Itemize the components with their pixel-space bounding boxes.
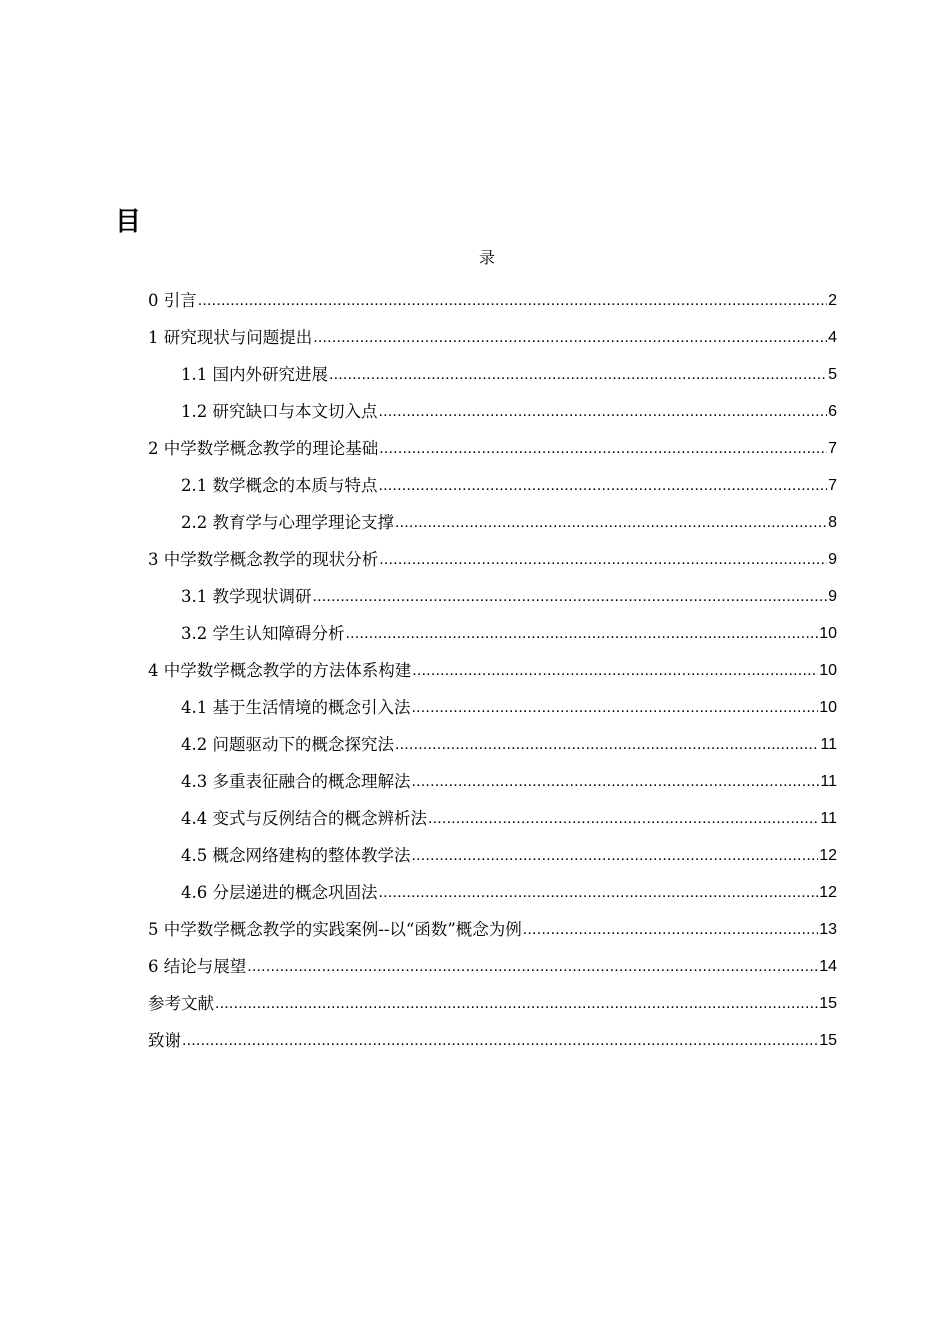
toc-entry-page-number: 11 — [820, 773, 837, 790]
toc-entry-page-number: 7 — [828, 440, 837, 457]
toc-dot-leader — [412, 697, 819, 719]
toc-entry[interactable] — [148, 651, 837, 688]
toc-entry-page-number: 4 — [828, 329, 837, 346]
toc-entry[interactable] — [148, 577, 837, 614]
toc-entry-label: 4.6 分层递进的概念巩固法 — [181, 883, 378, 902]
toc-dot-leader — [182, 1030, 818, 1052]
toc-entry-page-number: 9 — [828, 551, 837, 568]
toc-entry-page-number: 10 — [819, 699, 837, 716]
toc-entry-label: 5 中学数学概念教学的实践案例--以“函数”概念为例 — [148, 920, 522, 939]
toc-entry[interactable] — [148, 688, 837, 725]
toc-entry-page-number: 6 — [828, 403, 837, 420]
toc-entry-label: 3.1 教学现状调研 — [181, 587, 312, 606]
toc-title-char-1: 目 — [115, 207, 142, 237]
toc-entry-label: 致谢 — [148, 1031, 181, 1050]
toc-dot-leader — [412, 771, 820, 793]
toc-entry-label: 2 中学数学概念教学的理论基础 — [148, 439, 379, 458]
toc-entry[interactable] — [148, 947, 837, 984]
toc-entry-label: 4.3 多重表征融合的概念理解法 — [181, 772, 411, 791]
toc-entry-label: 2.1 数学概念的本质与特点 — [181, 476, 378, 495]
toc-dot-leader — [412, 845, 819, 867]
toc-entry[interactable] — [148, 540, 837, 577]
toc-dot-leader — [395, 734, 819, 756]
toc-entry-page-number: 15 — [819, 1032, 837, 1049]
toc-title-char-2: 录 — [478, 248, 495, 267]
toc-dot-leader — [395, 512, 827, 534]
toc-entry-page-number: 5 — [828, 366, 837, 383]
toc-entry[interactable] — [148, 725, 837, 762]
toc-dot-leader — [412, 660, 818, 682]
toc-entry[interactable] — [148, 873, 837, 910]
toc-dot-leader — [428, 808, 819, 830]
toc-dot-leader — [313, 327, 827, 349]
toc-entry-page-number: 11 — [820, 736, 837, 753]
toc-entry[interactable] — [148, 984, 837, 1021]
toc-entry-page-number: 9 — [828, 588, 837, 605]
toc-dot-leader — [379, 401, 828, 423]
toc-entry[interactable] — [148, 466, 837, 503]
toc-entry-label: 2.2 教育学与心理学理论支撑 — [181, 513, 394, 532]
toc-dot-leader — [215, 993, 818, 1015]
toc-dot-leader — [523, 919, 818, 941]
toc-entry[interactable] — [148, 503, 837, 540]
toc-entry-page-number: 10 — [819, 625, 837, 642]
toc-dot-leader — [329, 364, 827, 386]
toc-entry[interactable] — [148, 318, 837, 355]
toc-entry-label: 参考文献 — [148, 994, 214, 1013]
toc-entry-label: 3.2 学生认知障碍分析 — [181, 624, 345, 643]
toc-entry[interactable] — [148, 355, 837, 392]
toc-entry-label: 1.1 国内外研究进展 — [181, 365, 328, 384]
toc-entry-label: 4.5 概念网络建构的整体教学法 — [181, 846, 411, 865]
toc-entry[interactable] — [148, 799, 837, 836]
toc-entry-page-number: 2 — [828, 292, 837, 309]
toc-entry-label: 0 引言 — [148, 291, 197, 310]
toc-entry-page-number: 12 — [819, 884, 837, 901]
toc-entry[interactable] — [148, 429, 837, 466]
toc-entry-label: 3 中学数学概念教学的现状分析 — [148, 550, 379, 569]
toc-dot-leader — [247, 956, 818, 978]
toc-entry-label: 4.4 变式与反例结合的概念辨析法 — [181, 809, 427, 828]
toc-entry-page-number: 14 — [819, 958, 837, 975]
toc-entry-label: 1.2 研究缺口与本文切入点 — [181, 402, 378, 421]
toc-dot-leader — [379, 475, 828, 497]
toc-entry-label: 4.1 基于生活情境的概念引入法 — [181, 698, 411, 717]
toc-dot-leader — [379, 549, 827, 571]
toc-entry[interactable] — [148, 281, 837, 318]
toc-entry[interactable] — [148, 910, 837, 947]
toc-entry[interactable] — [148, 836, 837, 873]
toc-entry-label: 6 结论与展望 — [148, 957, 247, 976]
toc-entry-label: 4.2 问题驱动下的概念探究法 — [181, 735, 394, 754]
toc-entry-label: 1 研究现状与问题提出 — [148, 328, 313, 347]
toc-dot-leader — [313, 586, 828, 608]
toc-dot-leader — [198, 290, 827, 312]
toc-entry[interactable] — [148, 1021, 837, 1058]
toc-entry-page-number: 12 — [819, 847, 837, 864]
toc-entry-label: 4 中学数学概念教学的方法体系构建 — [148, 661, 412, 680]
toc-entry[interactable] — [148, 614, 837, 651]
toc-dot-leader — [379, 438, 827, 460]
toc-entry[interactable] — [148, 762, 837, 799]
toc-entry-page-number: 10 — [819, 662, 837, 679]
toc-entry-page-number: 13 — [819, 921, 837, 938]
toc-entry-page-number: 15 — [819, 995, 837, 1012]
table-of-contents — [148, 281, 837, 1058]
toc-dot-leader — [379, 882, 819, 904]
toc-entry-page-number: 11 — [820, 810, 837, 827]
toc-entry-page-number: 7 — [828, 477, 837, 494]
toc-entry[interactable] — [148, 392, 837, 429]
toc-dot-leader — [346, 623, 819, 645]
toc-entry-page-number: 8 — [828, 514, 837, 531]
